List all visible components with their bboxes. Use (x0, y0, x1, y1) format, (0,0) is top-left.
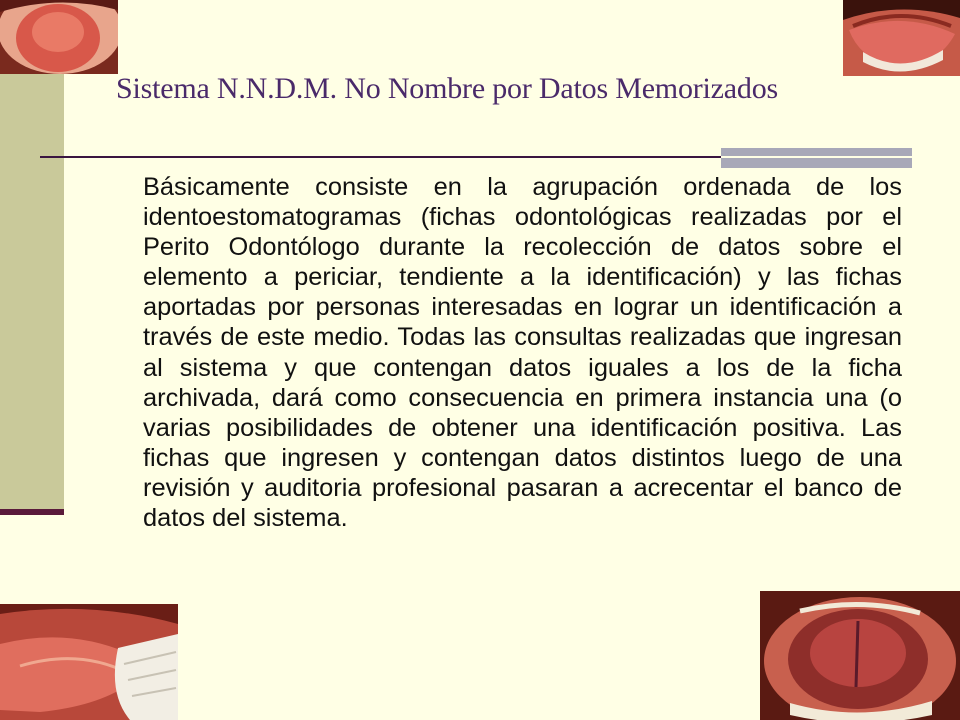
left-accent-underline (0, 509, 64, 515)
slide-title: Sistema N.N.D.M. No Nombre por Datos Memorizados (116, 72, 778, 105)
open-mouth-photo-icon (843, 0, 960, 76)
mouth-underside-tongue-photo-icon (760, 591, 960, 720)
title-divider-accent (721, 148, 912, 168)
left-accent-bar (0, 74, 64, 512)
tongue-photo-icon (0, 0, 118, 74)
tongue-with-gauze-photo-icon (0, 604, 178, 720)
body-paragraph: Básicamente consiste en la agrupación ordenada de los identoestomatogramas (fichas odontológicas realizadas por el Perito Odontólogo durante la recolección de datos sobre el elemento a periciar, tendiente a la identificación) y las fichas aportadas por personas interesadas en lograr un identificación a través de este medio. Todas las consultas realizadas que ingresan al sistema y que contengan datos iguales a los de la ficha archivada, dará como consecuencia en primera instancia una (o varias posibilidades de obtener una identificación positiva. Las fichas que ingresen y contengan datos distintos luego de una revisión y auditoria profesional pasaran a acrecentar el banco de datos del sistema. (143, 173, 902, 533)
